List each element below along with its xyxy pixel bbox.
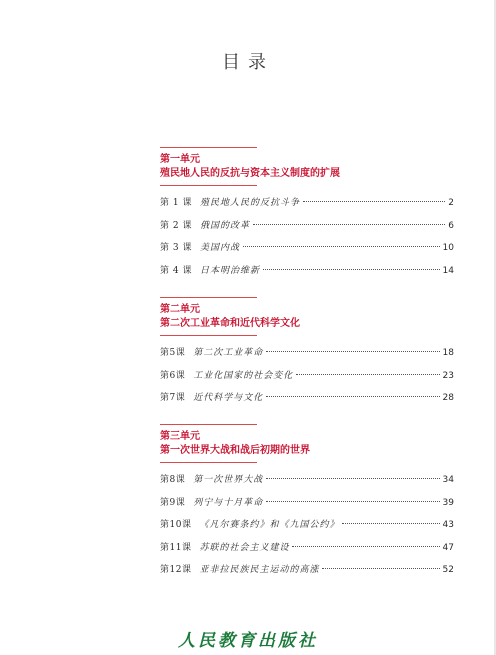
lesson-number: 第11课 [160, 542, 192, 553]
page-number: 14 [442, 265, 454, 276]
unit-2-name: 第二单元 [160, 304, 200, 315]
lesson-title: 《凡尔赛条约》和《九国公约》 [199, 520, 340, 530]
dot-leader [266, 396, 439, 397]
dot-leader [253, 224, 445, 225]
lesson-number: 第 4 课 [160, 265, 192, 276]
toc-entry-lesson-5[interactable] [160, 345, 454, 368]
dot-leader [303, 201, 445, 202]
toc-entry-lesson-4[interactable] [160, 263, 454, 286]
page-number: 52 [442, 565, 454, 575]
lesson-number: 第8课 [160, 475, 186, 485]
unit-3-lesson-list [160, 472, 454, 585]
lesson-number: 第9课 [160, 497, 186, 508]
page-number: 34 [442, 475, 454, 485]
lesson-title: 日本明治维新 [199, 265, 260, 276]
unit-3-section [160, 424, 454, 585]
unit-divider [160, 462, 257, 463]
lesson-number: 第 1 课 [160, 198, 192, 208]
page-number: 28 [442, 393, 454, 403]
lesson-title: 美国内战 [199, 243, 240, 253]
lesson-title: 俄国的改革 [199, 220, 250, 231]
page-number: 47 [442, 542, 454, 553]
unit-3-name: 第三单元 [160, 431, 200, 442]
unit-divider [160, 147, 257, 148]
lesson-number: 第6课 [160, 370, 186, 381]
lesson-number: 第10课 [160, 520, 192, 530]
publisher-logo: 人民教育出版社 [178, 631, 318, 651]
toc-entry-lesson-11[interactable] [160, 540, 454, 563]
toc-entry-lesson-3[interactable] [160, 240, 454, 263]
unit-divider [160, 185, 257, 186]
unit-3-title: 第一次世界大战和战后初期的世界 [160, 445, 310, 456]
dot-leader [322, 568, 439, 569]
page-number: 10 [442, 243, 454, 253]
dot-leader [266, 351, 439, 352]
dot-leader [263, 269, 440, 270]
unit-1-title: 殖民地人民的反抗与资本主义制度的扩展 [160, 168, 340, 179]
dot-leader [266, 501, 439, 502]
page-number: 39 [442, 497, 454, 508]
unit-2-section [160, 297, 454, 413]
lesson-title: 第一次世界大战 [193, 475, 264, 485]
lesson-number: 第 3 课 [160, 243, 192, 253]
toc-entry-lesson-12[interactable] [160, 562, 454, 585]
toc-entry-lesson-8[interactable] [160, 472, 454, 495]
page-number: 6 [448, 220, 454, 231]
dot-leader [292, 546, 439, 547]
lesson-title: 工业化国家的社会变化 [193, 370, 294, 381]
unit-divider [160, 335, 257, 336]
unit-2-lesson-list [160, 345, 454, 413]
lesson-title: 殖民地人民的反抗斗争 [199, 198, 300, 208]
toc-entry-lesson-7[interactable] [160, 390, 454, 413]
toc-entry-lesson-2[interactable] [160, 218, 454, 241]
lesson-title: 列宁与十月革命 [193, 497, 264, 508]
lesson-number: 第 2 课 [160, 220, 192, 231]
unit-1-lesson-list [160, 195, 454, 285]
dot-leader [342, 523, 439, 524]
dot-leader [243, 246, 440, 247]
toc-entry-lesson-9[interactable] [160, 495, 454, 518]
page-number: 43 [442, 520, 454, 530]
toc-entry-lesson-1[interactable] [160, 195, 454, 218]
lesson-number: 第5课 [160, 348, 186, 358]
lesson-number: 第12课 [160, 565, 192, 575]
page-number: 18 [442, 348, 454, 358]
unit-1-name: 第一单元 [160, 154, 200, 165]
unit-2-title: 第二次工业革命和近代科学文化 [160, 318, 300, 329]
page-number: 23 [442, 370, 454, 381]
dot-leader [296, 374, 439, 375]
page-number: 2 [448, 198, 454, 208]
lesson-title: 近代科学与文化 [193, 393, 264, 403]
lesson-number: 第7课 [160, 393, 186, 403]
unit-divider [160, 297, 257, 298]
dot-leader [266, 478, 439, 479]
lesson-title: 亚非拉民族民主运动的高涨 [199, 565, 320, 575]
unit-1-section [160, 147, 454, 285]
lesson-title: 苏联的社会主义建设 [199, 542, 290, 553]
toc-entry-lesson-10[interactable] [160, 517, 454, 540]
unit-divider [160, 424, 257, 425]
lesson-title: 第二次工业革命 [193, 348, 264, 358]
toc-entry-lesson-6[interactable] [160, 368, 454, 391]
page-title: 目录 [222, 52, 274, 73]
